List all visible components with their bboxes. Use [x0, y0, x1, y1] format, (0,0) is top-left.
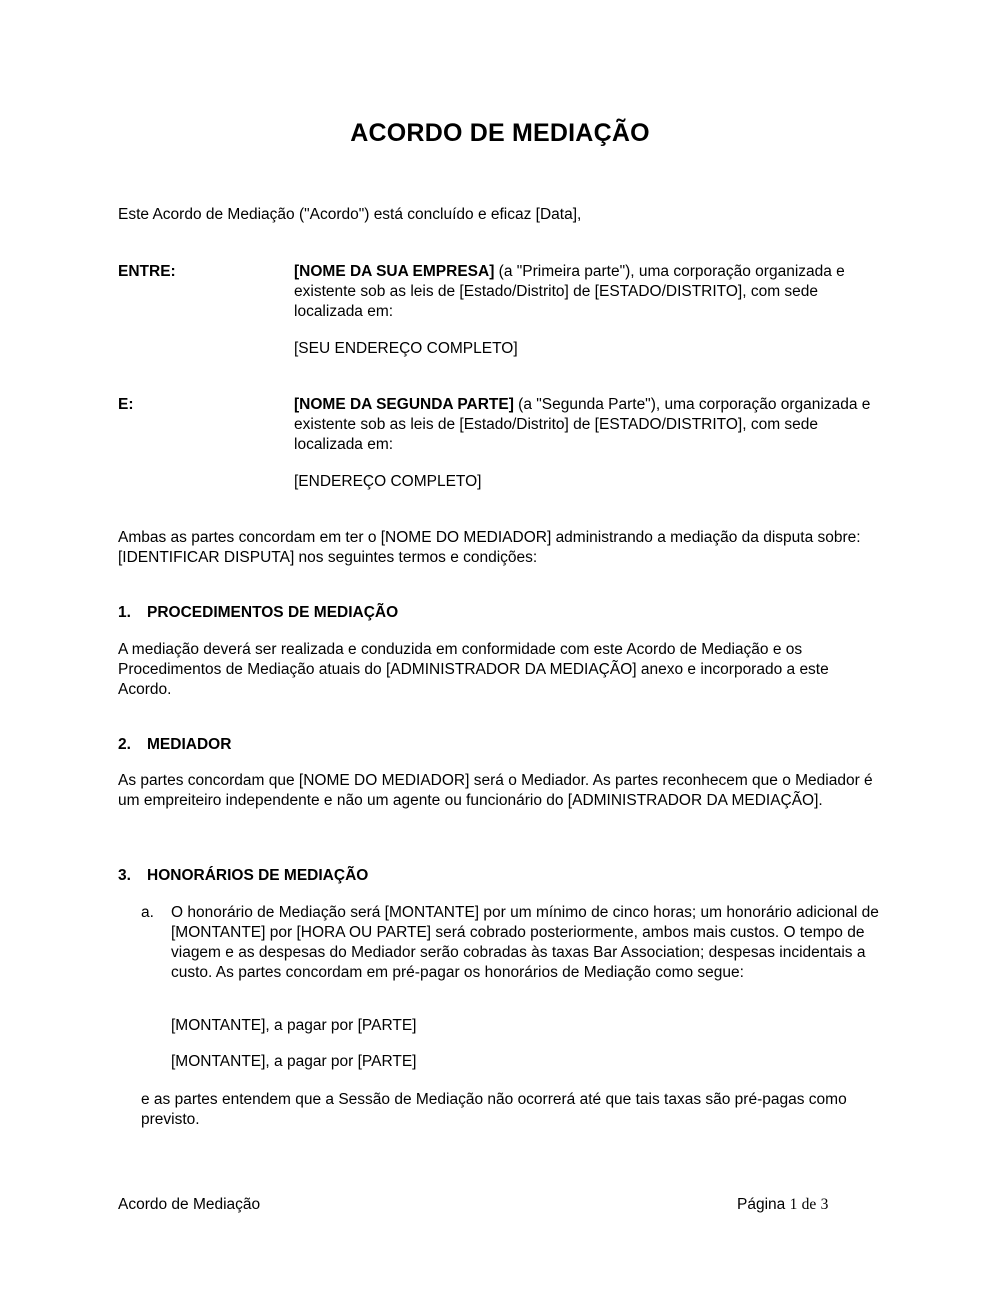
section-number: 2. — [118, 736, 131, 753]
list-item-a — [141, 903, 901, 983]
party-body — [294, 395, 884, 492]
party-address: [SEU ENDEREÇO COMPLETO] — [294, 340, 518, 357]
party-address: [ENDEREÇO COMPLETO] — [294, 473, 482, 490]
section-heading-1 — [118, 603, 398, 623]
document-title: ACORDO DE MEDIAÇÃO — [350, 119, 650, 147]
agreement-paragraph: Ambas as partes concordam em ter o [NOME DO MEDIADOR] administrando a mediação da disputa sobre: [IDENTIFICAR DISPUTA] nos seguintes termos e condições: — [118, 529, 861, 566]
footer-page-number — [737, 1195, 828, 1215]
section-number: 3. — [118, 867, 131, 884]
party-name: [NOME DA SUA EMPRESA] — [294, 263, 495, 280]
page-current: 1 — [789, 1196, 798, 1213]
intro-paragraph: Este Acordo de Mediação ("Acordo") está concluído e eficaz [Data], — [118, 206, 582, 223]
section-heading-2 — [118, 735, 231, 755]
party-description — [294, 395, 884, 455]
section-body-1: A mediação deverá ser realizada e conduzida em conformidade com este Acordo de Mediação e os Procedimentos de Mediação atuais do [ADMINISTRADOR DA MEDIAÇÃO] anexo e incorporado a este Acordo. — [118, 641, 829, 698]
payment-line: [MONTANTE], a pagar por [PARTE] — [171, 1017, 417, 1034]
list-item-letter: a. — [141, 904, 154, 921]
footer-document-name: Acordo de Mediação — [118, 1196, 261, 1213]
party-label: E: — [118, 396, 134, 413]
list-item-text: O honorário de Mediação será [MONTANTE] por um mínimo de cinco horas; um honorário adicional de [MONTANTE] por [HORA OU PARTE] será cobrado posteriormente, ambos mais custos. O tempo de viagem e as despesas do Mediador serão cobradas às taxas Bar Association; despesas incidentais a custo. As partes concordam em pré-pagar os honorários de Mediação como segue: — [171, 904, 879, 981]
party-description-text: (a "Primeira parte"), uma corporação organizada e existente sob as leis de [Estado/Distrito] de [ESTADO/DISTRITO], com sede localizada em: — [294, 263, 845, 320]
section-title: MEDIADOR — [147, 736, 232, 753]
party-body — [294, 262, 884, 359]
party-name: [NOME DA SEGUNDA PARTE] — [294, 396, 514, 413]
section-closing: e as partes entendem que a Sessão de Mediação não ocorrerá até que tais taxas são pré-pagas como previsto. — [141, 1091, 847, 1128]
section-heading-3 — [118, 866, 368, 886]
page-of: de — [801, 1196, 817, 1213]
section-title: PROCEDIMENTOS DE MEDIAÇÃO — [147, 604, 399, 621]
party-description-text: (a "Segunda Parte"), uma corporação organizada e existente sob as leis de [Estado/Distrito] de [ESTADO/DISTRITO], com sede localizada em: — [294, 396, 871, 453]
section-number: 1. — [118, 604, 131, 621]
section-body-2: As partes concordam que [NOME DO MEDIADOR] será o Mediador. As partes reconhecem que o Mediador é um empreiteiro independente e não um agente ou funcionário do [ADMINISTRADOR DA MEDIAÇÃO]. — [118, 772, 873, 809]
payment-line: [MONTANTE], a pagar por [PARTE] — [171, 1053, 417, 1070]
party-description — [294, 262, 884, 322]
party-label: ENTRE: — [118, 263, 176, 280]
page-label: Página — [737, 1196, 786, 1213]
section-title: HONORÁRIOS DE MEDIAÇÃO — [147, 867, 369, 884]
page-total: 3 — [820, 1196, 829, 1213]
